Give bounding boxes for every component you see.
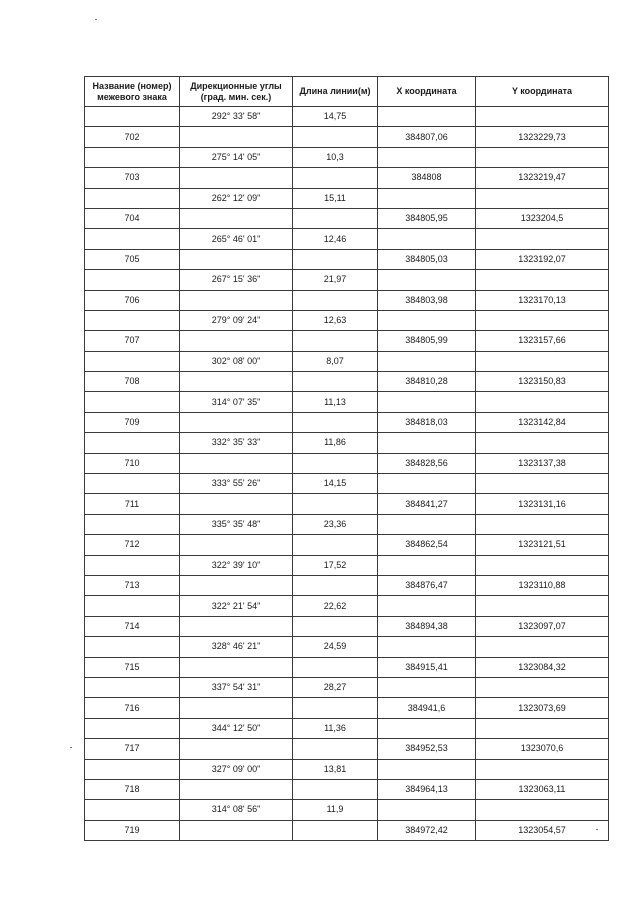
- table-row: [85, 616, 609, 636]
- direction-angle-cell: 335° 35' 48": [180, 514, 293, 534]
- mark-name-cell: [85, 596, 180, 616]
- mark-name-cell: [85, 514, 180, 534]
- y-coordinate-cell: [476, 188, 609, 208]
- header-direction-angle: Дирекционные углы (град. мин. сек.): [180, 77, 293, 107]
- x-coordinate-cell: 384805,95: [378, 208, 476, 228]
- y-coordinate-cell: 1323070,6: [476, 739, 609, 759]
- y-coordinate-cell: [476, 433, 609, 453]
- direction-angle-cell: 322° 21' 54": [180, 596, 293, 616]
- mark-name-cell: [85, 677, 180, 697]
- x-coordinate-cell: [378, 718, 476, 738]
- line-length-cell: 10,3: [293, 147, 378, 167]
- x-coordinate-cell: [378, 229, 476, 249]
- mark-name-cell: [85, 147, 180, 167]
- mark-name-cell: [85, 270, 180, 290]
- direction-angle-cell: 328° 46' 21": [180, 637, 293, 657]
- direction-angle-cell: [180, 290, 293, 310]
- y-coordinate-cell: 1323142,84: [476, 412, 609, 432]
- table-row: [85, 494, 609, 514]
- direction-angle-cell: [180, 249, 293, 269]
- header-line-length: Длина линии(м): [293, 77, 378, 107]
- mark-name-cell: [85, 555, 180, 575]
- direction-angle-cell: [180, 820, 293, 840]
- direction-angle-cell: [180, 779, 293, 799]
- y-coordinate-cell: 1323054,57: [476, 820, 609, 840]
- y-coordinate-cell: [476, 637, 609, 657]
- line-length-cell: 15,11: [293, 188, 378, 208]
- line-length-cell: 11,36: [293, 718, 378, 738]
- mark-name-cell: [85, 474, 180, 494]
- y-coordinate-cell: 1323192,07: [476, 249, 609, 269]
- direction-angle-cell: [180, 372, 293, 392]
- direction-angle-cell: 314° 08' 56": [180, 800, 293, 820]
- table-row: [85, 739, 609, 759]
- direction-angle-cell: [180, 127, 293, 147]
- boundary-marks-table: [84, 76, 609, 841]
- table-row: [85, 433, 609, 453]
- mark-name-cell: 703: [85, 168, 180, 188]
- line-length-cell: [293, 372, 378, 392]
- table-row: [85, 208, 609, 228]
- line-length-cell: 14,75: [293, 107, 378, 127]
- x-coordinate-cell: [378, 474, 476, 494]
- direction-angle-cell: [180, 412, 293, 432]
- line-length-cell: 12,46: [293, 229, 378, 249]
- line-length-cell: [293, 657, 378, 677]
- table-row: [85, 555, 609, 575]
- x-coordinate-cell: [378, 310, 476, 330]
- table-row: [85, 331, 609, 351]
- table-row: [85, 229, 609, 249]
- table-row: [85, 596, 609, 616]
- table-row: [85, 147, 609, 167]
- table-body: [85, 107, 609, 841]
- direction-angle-cell: 275° 14' 05": [180, 147, 293, 167]
- x-coordinate-cell: [378, 555, 476, 575]
- direction-angle-cell: 333° 55' 26": [180, 474, 293, 494]
- direction-angle-cell: [180, 331, 293, 351]
- line-length-cell: [293, 412, 378, 432]
- table-row: [85, 677, 609, 697]
- x-coordinate-cell: [378, 800, 476, 820]
- direction-angle-cell: 292° 33' 58": [180, 107, 293, 127]
- mark-name-cell: 705: [85, 249, 180, 269]
- y-coordinate-cell: 1323137,38: [476, 453, 609, 473]
- y-coordinate-cell: 1323219,47: [476, 168, 609, 188]
- y-coordinate-cell: 1323097,07: [476, 616, 609, 636]
- mark-name-cell: [85, 759, 180, 779]
- line-length-cell: [293, 249, 378, 269]
- x-coordinate-cell: 384805,03: [378, 249, 476, 269]
- mark-name-cell: 715: [85, 657, 180, 677]
- mark-name-cell: 714: [85, 616, 180, 636]
- table-row: [85, 637, 609, 657]
- y-coordinate-cell: 1323110,88: [476, 575, 609, 595]
- mark-name-cell: 708: [85, 372, 180, 392]
- y-coordinate-cell: 1323131,16: [476, 494, 609, 514]
- mark-name-cell: [85, 637, 180, 657]
- direction-angle-cell: [180, 168, 293, 188]
- y-coordinate-cell: [476, 147, 609, 167]
- table-row: [85, 188, 609, 208]
- table-row: [85, 168, 609, 188]
- mark-name-cell: [85, 351, 180, 371]
- scan-speck: [70, 747, 72, 748]
- mark-name-cell: [85, 392, 180, 412]
- y-coordinate-cell: [476, 107, 609, 127]
- mark-name-cell: 718: [85, 779, 180, 799]
- mark-name-cell: [85, 188, 180, 208]
- x-coordinate-cell: [378, 596, 476, 616]
- line-length-cell: [293, 453, 378, 473]
- table-row: [85, 698, 609, 718]
- table-row: [85, 107, 609, 127]
- x-coordinate-cell: 384818,03: [378, 412, 476, 432]
- table-row: [85, 412, 609, 432]
- direction-angle-cell: 332° 35' 33": [180, 433, 293, 453]
- table-row: [85, 657, 609, 677]
- y-coordinate-cell: [476, 555, 609, 575]
- x-coordinate-cell: 384828,56: [378, 453, 476, 473]
- table-row: [85, 800, 609, 820]
- y-coordinate-cell: [476, 229, 609, 249]
- y-coordinate-cell: 1323170,13: [476, 290, 609, 310]
- line-length-cell: [293, 616, 378, 636]
- x-coordinate-cell: 384964,13: [378, 779, 476, 799]
- line-length-cell: [293, 535, 378, 555]
- mark-name-cell: 719: [85, 820, 180, 840]
- table-row: [85, 392, 609, 412]
- direction-angle-cell: 327° 09' 00": [180, 759, 293, 779]
- line-length-cell: [293, 820, 378, 840]
- line-length-cell: 14,15: [293, 474, 378, 494]
- direction-angle-cell: [180, 657, 293, 677]
- y-coordinate-cell: [476, 718, 609, 738]
- x-coordinate-cell: 384972,42: [378, 820, 476, 840]
- y-coordinate-cell: [476, 351, 609, 371]
- line-length-cell: [293, 290, 378, 310]
- y-coordinate-cell: 1323229,73: [476, 127, 609, 147]
- x-coordinate-cell: [378, 637, 476, 657]
- x-coordinate-cell: 384941,6: [378, 698, 476, 718]
- line-length-cell: 21,97: [293, 270, 378, 290]
- line-length-cell: [293, 575, 378, 595]
- direction-angle-cell: 262° 12' 09": [180, 188, 293, 208]
- table-row: [85, 820, 609, 840]
- x-coordinate-cell: [378, 759, 476, 779]
- line-length-cell: 11,13: [293, 392, 378, 412]
- table-row: [85, 290, 609, 310]
- y-coordinate-cell: 1323121,51: [476, 535, 609, 555]
- table-row: [85, 535, 609, 555]
- header-row: [85, 77, 609, 107]
- mark-name-cell: 704: [85, 208, 180, 228]
- line-length-cell: [293, 208, 378, 228]
- line-length-cell: 11,86: [293, 433, 378, 453]
- y-coordinate-cell: 1323084,32: [476, 657, 609, 677]
- x-coordinate-cell: [378, 433, 476, 453]
- table-row: [85, 718, 609, 738]
- x-coordinate-cell: 384841,27: [378, 494, 476, 514]
- line-length-cell: [293, 779, 378, 799]
- table-row: [85, 127, 609, 147]
- x-coordinate-cell: 384915,41: [378, 657, 476, 677]
- line-length-cell: 11,9: [293, 800, 378, 820]
- direction-angle-cell: 279° 09' 24": [180, 310, 293, 330]
- x-coordinate-cell: [378, 270, 476, 290]
- x-coordinate-cell: 384894,38: [378, 616, 476, 636]
- table-row: [85, 514, 609, 534]
- direction-angle-cell: [180, 575, 293, 595]
- direction-angle-cell: 337° 54' 31": [180, 677, 293, 697]
- x-coordinate-cell: 384808: [378, 168, 476, 188]
- line-length-cell: 17,52: [293, 555, 378, 575]
- direction-angle-cell: [180, 739, 293, 759]
- mark-name-cell: 707: [85, 331, 180, 351]
- header-y-coordinate: Y координата: [476, 77, 609, 107]
- y-coordinate-cell: [476, 392, 609, 412]
- direction-angle-cell: [180, 698, 293, 718]
- line-length-cell: 22,62: [293, 596, 378, 616]
- mark-name-cell: [85, 718, 180, 738]
- x-coordinate-cell: 384876,47: [378, 575, 476, 595]
- line-length-cell: 8,07: [293, 351, 378, 371]
- x-coordinate-cell: [378, 188, 476, 208]
- x-coordinate-cell: [378, 677, 476, 697]
- mark-name-cell: 716: [85, 698, 180, 718]
- x-coordinate-cell: 384803,98: [378, 290, 476, 310]
- y-coordinate-cell: [476, 270, 609, 290]
- table-row: [85, 453, 609, 473]
- table-row: [85, 779, 609, 799]
- x-coordinate-cell: [378, 514, 476, 534]
- mark-name-cell: [85, 800, 180, 820]
- line-length-cell: [293, 739, 378, 759]
- line-length-cell: [293, 331, 378, 351]
- y-coordinate-cell: [476, 474, 609, 494]
- mark-name-cell: 713: [85, 575, 180, 595]
- table-row: [85, 351, 609, 371]
- mark-name-cell: 709: [85, 412, 180, 432]
- y-coordinate-cell: [476, 800, 609, 820]
- x-coordinate-cell: 384862,54: [378, 535, 476, 555]
- mark-name-cell: 702: [85, 127, 180, 147]
- y-coordinate-cell: [476, 759, 609, 779]
- table-row: [85, 474, 609, 494]
- mark-name-cell: 717: [85, 739, 180, 759]
- x-coordinate-cell: [378, 147, 476, 167]
- direction-angle-cell: [180, 208, 293, 228]
- line-length-cell: 12,63: [293, 310, 378, 330]
- table-row: [85, 249, 609, 269]
- direction-angle-cell: [180, 494, 293, 514]
- direction-angle-cell: 314° 07' 35": [180, 392, 293, 412]
- x-coordinate-cell: 384952,53: [378, 739, 476, 759]
- direction-angle-cell: [180, 616, 293, 636]
- mark-name-cell: 710: [85, 453, 180, 473]
- x-coordinate-cell: 384810,28: [378, 372, 476, 392]
- direction-angle-cell: 265° 46' 01": [180, 229, 293, 249]
- y-coordinate-cell: [476, 514, 609, 534]
- mark-name-cell: [85, 310, 180, 330]
- y-coordinate-cell: 1323150,83: [476, 372, 609, 392]
- mark-name-cell: [85, 433, 180, 453]
- x-coordinate-cell: [378, 392, 476, 412]
- header-x-coordinate: X координата: [378, 77, 476, 107]
- x-coordinate-cell: [378, 107, 476, 127]
- y-coordinate-cell: 1323063,11: [476, 779, 609, 799]
- table-row: [85, 372, 609, 392]
- table-row: [85, 310, 609, 330]
- mark-name-cell: 706: [85, 290, 180, 310]
- x-coordinate-cell: 384807,06: [378, 127, 476, 147]
- line-length-cell: [293, 698, 378, 718]
- table-row: [85, 575, 609, 595]
- line-length-cell: 23,36: [293, 514, 378, 534]
- scan-speck: [95, 19, 97, 20]
- y-coordinate-cell: [476, 677, 609, 697]
- direction-angle-cell: 344° 12' 50": [180, 718, 293, 738]
- mark-name-cell: [85, 229, 180, 249]
- line-length-cell: 13,81: [293, 759, 378, 779]
- direction-angle-cell: 302° 08' 00": [180, 351, 293, 371]
- header-mark-name: Название (номер) межевого знака: [85, 77, 180, 107]
- y-coordinate-cell: [476, 310, 609, 330]
- mark-name-cell: [85, 107, 180, 127]
- direction-angle-cell: 267° 15' 36": [180, 270, 293, 290]
- line-length-cell: [293, 494, 378, 514]
- direction-angle-cell: [180, 453, 293, 473]
- line-length-cell: [293, 127, 378, 147]
- y-coordinate-cell: 1323157,66: [476, 331, 609, 351]
- y-coordinate-cell: 1323204,5: [476, 208, 609, 228]
- direction-angle-cell: 322° 39' 10": [180, 555, 293, 575]
- x-coordinate-cell: [378, 351, 476, 371]
- mark-name-cell: 711: [85, 494, 180, 514]
- scan-speck: [596, 829, 598, 830]
- table-row: [85, 270, 609, 290]
- line-length-cell: 24,59: [293, 637, 378, 657]
- x-coordinate-cell: 384805,99: [378, 331, 476, 351]
- mark-name-cell: 712: [85, 535, 180, 555]
- line-length-cell: 28,27: [293, 677, 378, 697]
- table-row: [85, 759, 609, 779]
- direction-angle-cell: [180, 535, 293, 555]
- line-length-cell: [293, 168, 378, 188]
- y-coordinate-cell: 1323073,69: [476, 698, 609, 718]
- y-coordinate-cell: [476, 596, 609, 616]
